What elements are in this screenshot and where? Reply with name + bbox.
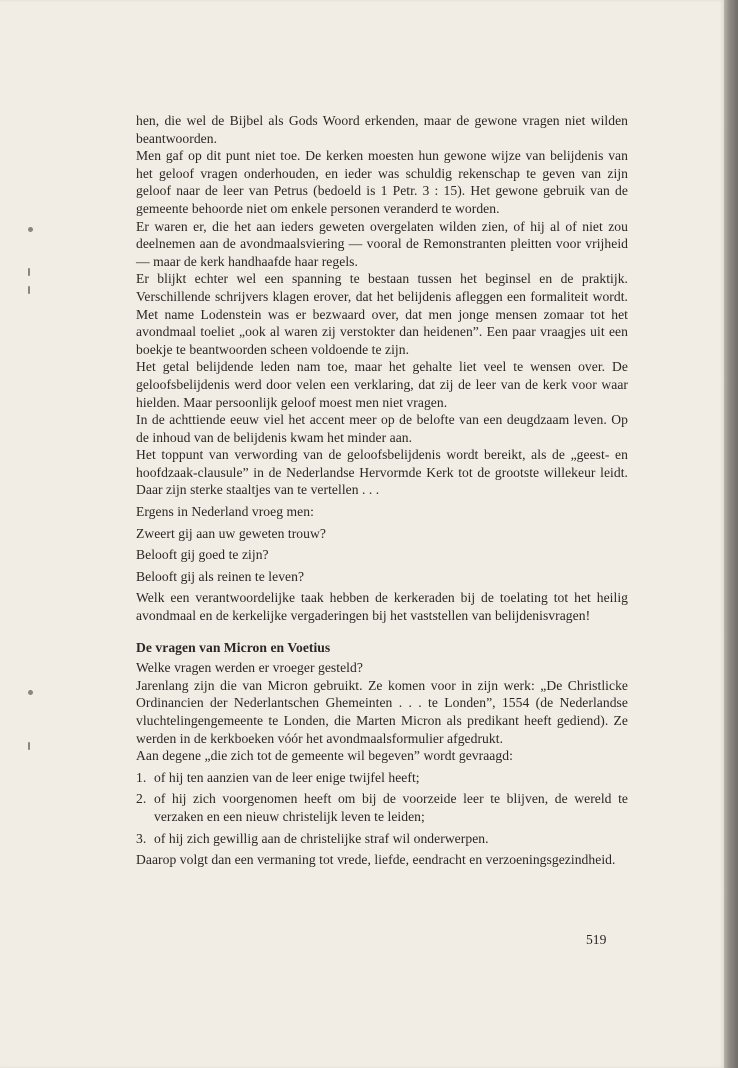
margin-tick bbox=[28, 268, 30, 276]
list-item bbox=[136, 790, 628, 825]
paragraph: Er waren er, die het aan ieders geweten overgelaten wilden zien, of hij al of niet zou deelnemen aan de avondmaalsviering — vooral de Remonstranten pleitten voor vrijheid — maar de kerk handhaafde haar regels. bbox=[136, 218, 628, 269]
paragraph: Het toppunt van verwording van de geloofsbelijdenis wordt bereikt, als de „geest- en hoofdzaak-clausule” in de Nederlandse Hervormde Kerk tot de grootste willekeur leidt. Daar zijn sterke staaltjes van te vertellen . . . bbox=[136, 447, 628, 498]
list-number: 2. bbox=[136, 791, 147, 807]
section-heading: De vragen van Micron en Voetius bbox=[136, 639, 331, 655]
margin-dot bbox=[28, 227, 33, 232]
paragraph: hen, die wel de Bijbel als Gods Woord erkenden, maar de gewone vragen niet wilden beantwoorden. bbox=[136, 113, 628, 146]
list-text: of hij zich gewillig aan de christelijke straf wil onderwerpen. bbox=[154, 830, 489, 846]
list-item bbox=[136, 769, 628, 787]
body-text bbox=[136, 112, 628, 869]
margin-dot bbox=[28, 690, 33, 695]
question: Zweert gij aan uw geweten trouw? bbox=[136, 525, 326, 541]
list-number: 1. bbox=[136, 769, 147, 785]
question: Belooft gij goed te zijn? bbox=[136, 547, 269, 563]
paragraph: Welke vragen werden er vroeger gesteld? bbox=[136, 660, 363, 676]
paragraph: Er blijkt echter wel een spanning te bestaan tussen het beginsel en de praktijk. Verschillende schrijvers klagen erover, dat het belijdenis afleggen een formaliteit wordt. Met name Lodenstein was er bezwaard over, dat men jonge mensen zomaar tot het avondmaal toeliet „ook al waren zij verstokter dan heidenen”. Een paar vraagjes uit een boekje te beantwoorden scheen voldoende te zijn. bbox=[136, 271, 628, 357]
paragraph: Aan degene „die zich tot de gemeente wil begeven” wordt gevraagd: bbox=[136, 748, 513, 764]
list-number: 3. bbox=[136, 830, 147, 846]
closing-paragraph: Welk een verantwoordelijke taak hebben de kerkeraden bij de toelating tot het heilig avondmaal en de kerkelijke vergaderingen bij het vaststellen van belijdenisvragen! bbox=[136, 590, 628, 624]
list-text: of hij ten aanzien van de leer enige twijfel heeft; bbox=[154, 769, 420, 785]
book-spine-edge bbox=[724, 0, 738, 1068]
final-paragraph: Daarop volgt dan een vermaning tot vrede, liefde, eendracht en verzoeningsgezindheid. bbox=[136, 852, 616, 868]
paragraph: In de achttiende eeuw viel het accent meer op de belofte van een deugdzaam leven. Op de inhoud van de belijdenis kwam het minder aan. bbox=[136, 412, 628, 445]
question-intro: Ergens in Nederland vroeg men: bbox=[136, 504, 314, 520]
list-text: of hij zich voorgenomen heeft om bij de voorzeide leer te blijven, de wereld te verzaken en een nieuw christelijk leven te leiden; bbox=[154, 791, 628, 824]
page-number: 519 bbox=[586, 932, 607, 947]
list-item bbox=[136, 830, 628, 848]
paragraph: Het getal belijdende leden nam toe, maar het gehalte liet veel te wensen over. De geloofsbelijdenis werd door velen een verklaring, dat zij de leer van de kerk voor waar hielden. Maar persoonlijk geloof moest men niet vragen. bbox=[136, 359, 628, 410]
question: Belooft gij als reinen te leven? bbox=[136, 568, 305, 584]
margin-tick bbox=[28, 742, 30, 750]
question-list bbox=[136, 769, 628, 847]
margin-tick bbox=[28, 286, 30, 294]
paragraph: Jarenlang zijn die van Micron gebruikt. Ze komen voor in zijn werk: „De Christlicke Ordinancien der Nederlantschen Ghemeinten . . . te Londen”, 1554 (de Nederlandse vluchtelingengemeente te Londen, die Marten Micron als predikant heeft gediend). Ze werden in de kerkboeken vóór het avondmaalsformulier afgedrukt. bbox=[136, 677, 628, 746]
paragraph: Men gaf op dit punt niet toe. De kerken moesten hun gewone wijze van belijdenis van het geloof vragen onderhouden, en ieder was schuldig rekenschap te geven van zijn geloof naar de leer van Petrus (bedoeld is 1 Petr. 3 : 15). Het gewone gebruik van de gemeente behoorde niet om enkele personen veranderd te worden. bbox=[136, 148, 628, 216]
